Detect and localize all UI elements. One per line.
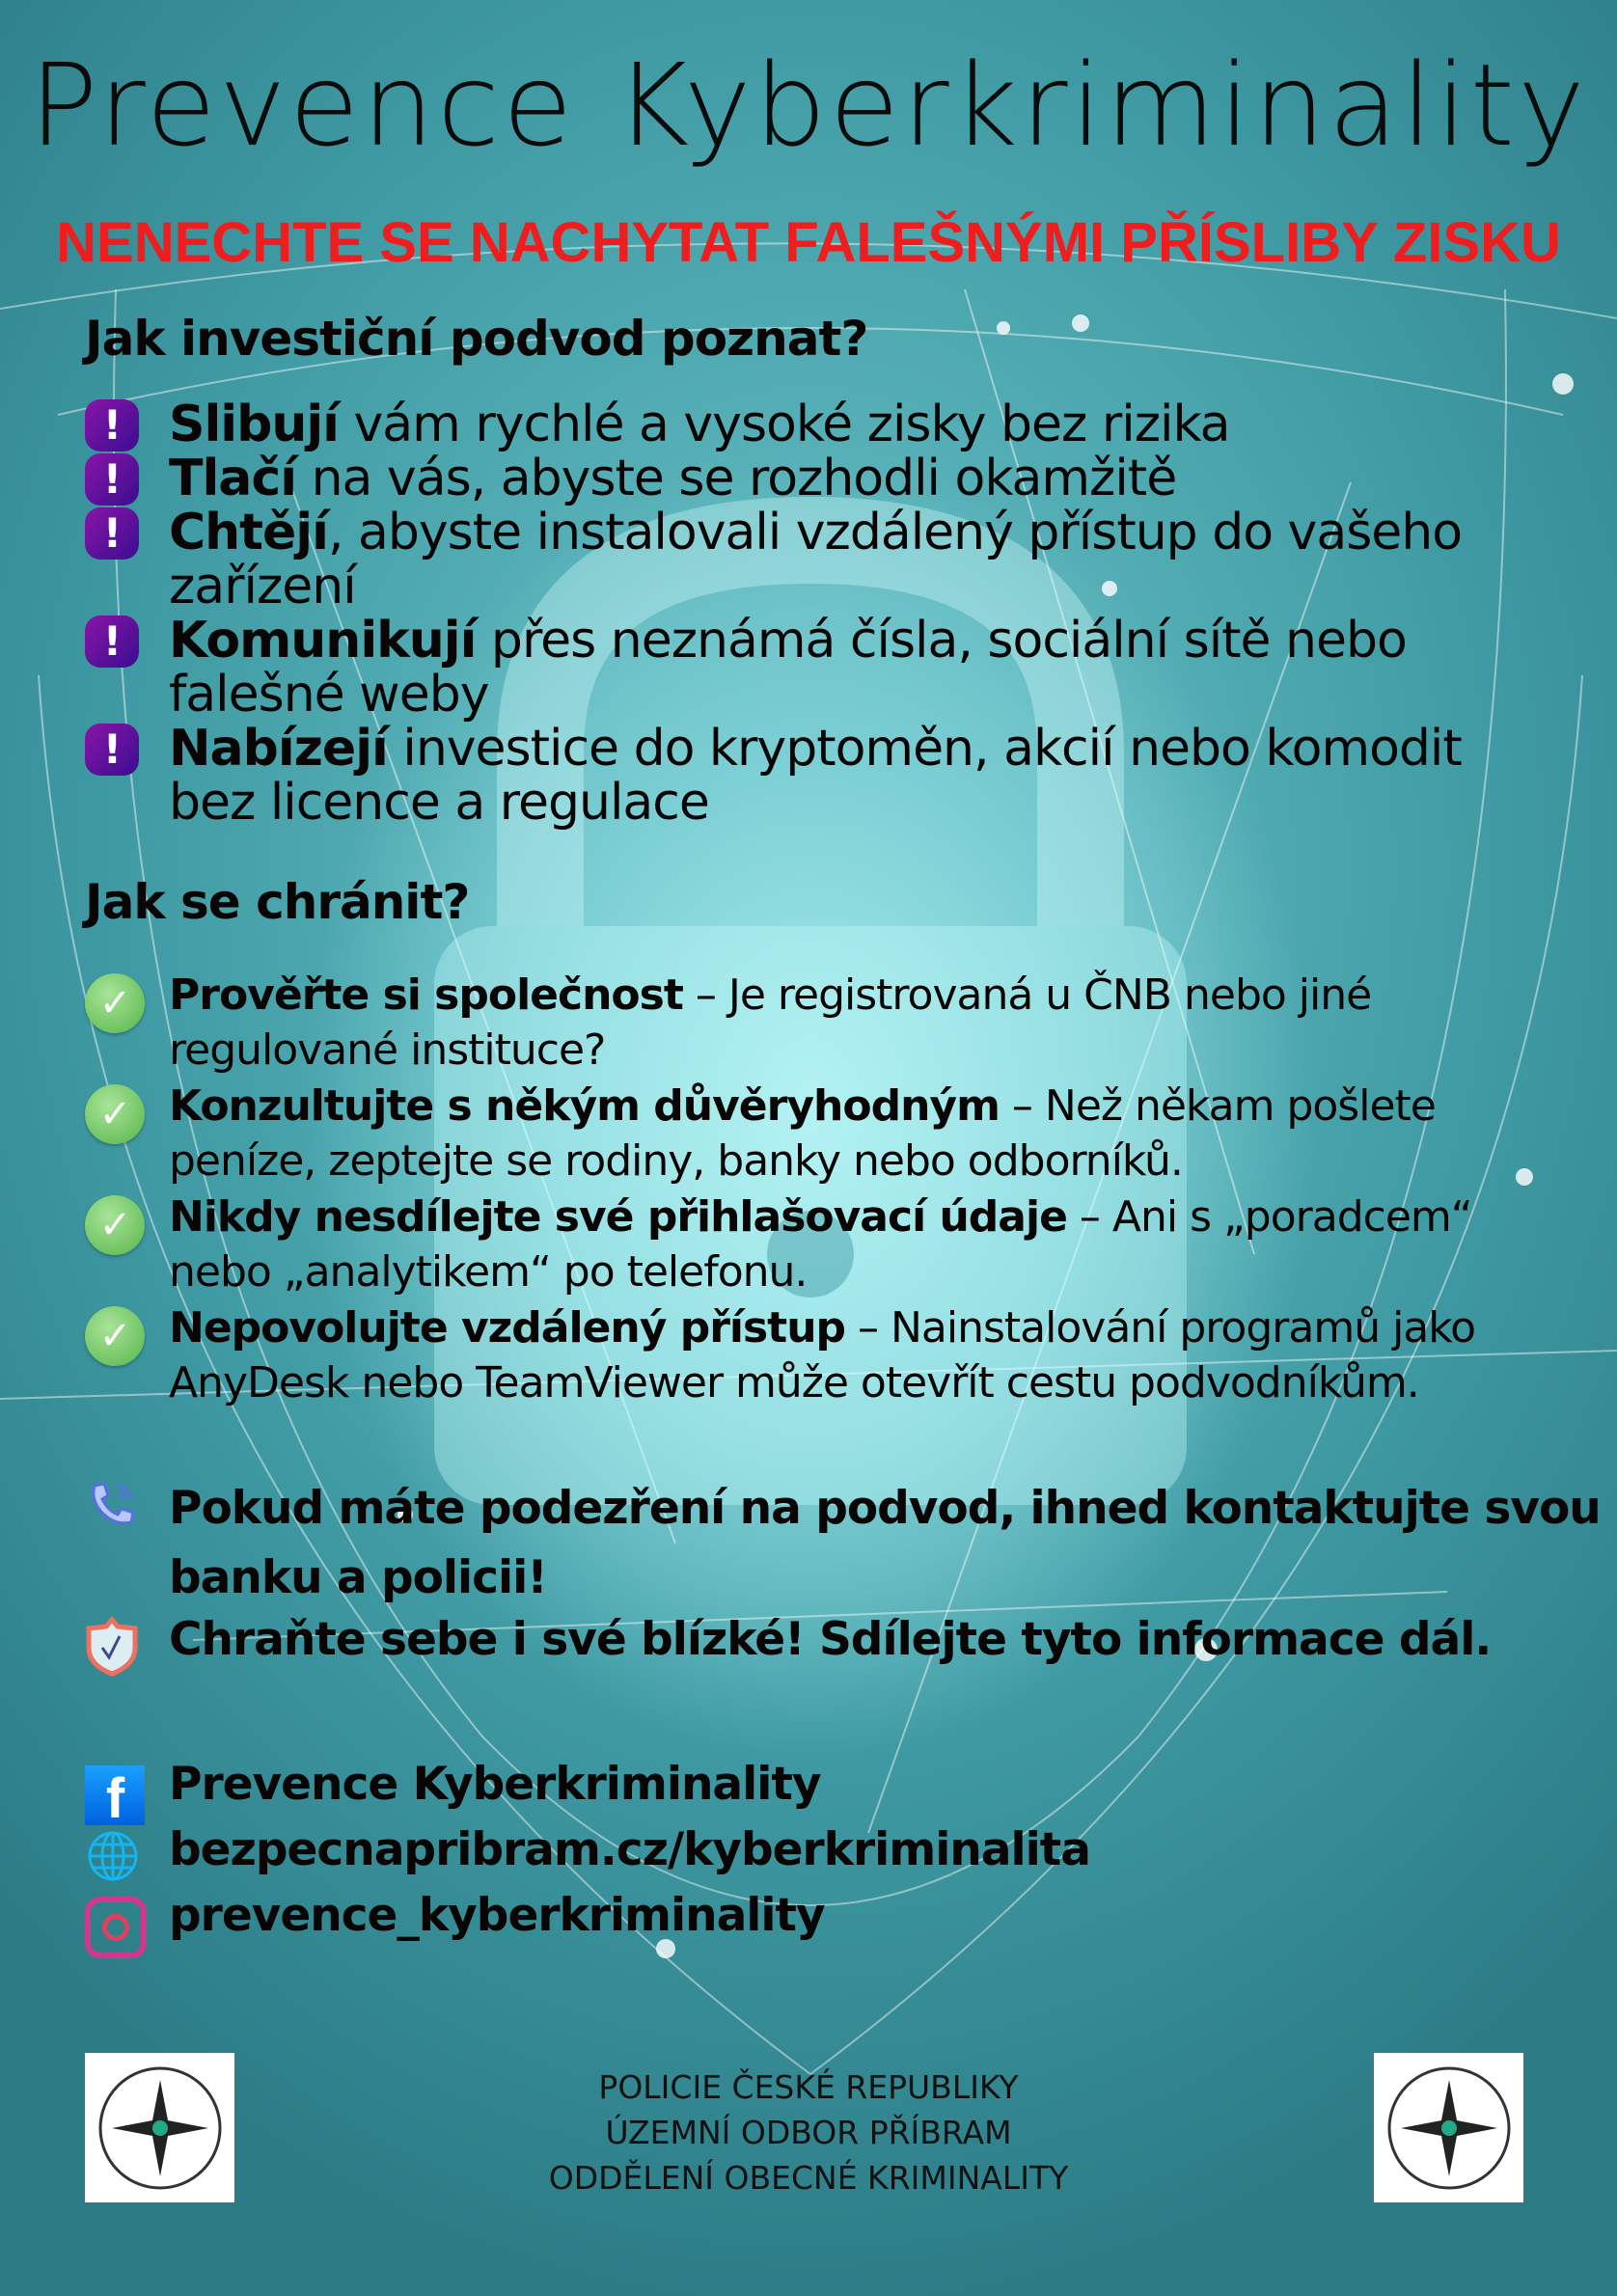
footer-organization <box>0 2064 1617 2200</box>
list-item <box>85 506 1551 614</box>
item-bold: Prověřte si společnost <box>169 970 683 1020</box>
item-text: – Než někam pošlete peníze, zeptejte se rodiny, banky nebo odborníků. <box>169 1081 1436 1186</box>
item-text: – Je registrovaná u ČNB nebo jiné regulované instituce? <box>169 970 1372 1075</box>
subtitle: NENECHTE SE NACHYTAT FALEŠNÝMI PŘÍSLIBY ZISKU <box>56 211 1561 274</box>
web-link[interactable] <box>85 1823 1090 1876</box>
item-text: – Ani s „poradcem“ nebo „analytikem“ po telefonu. <box>169 1192 1472 1297</box>
item-bold: Komunikují <box>169 612 477 670</box>
item-text: na vás, abyste se rozhodli okamžitě <box>296 450 1177 507</box>
exclamation-icon: ! <box>85 615 139 668</box>
protect-heading: Jak se chránit? <box>85 874 470 930</box>
list-item <box>85 1189 1551 1299</box>
item-bold: Nikdy nesdílejte své přihlašovací údaje <box>169 1192 1067 1242</box>
list-item <box>85 451 1551 506</box>
item-bold: Nabízejí <box>169 720 388 778</box>
share-text: Chraňte sebe i své blízké! Sdílejte tyto informace dál. <box>169 1613 1492 1666</box>
exclamation-icon: ! <box>85 724 139 776</box>
check-circle-icon: ✓ <box>85 973 145 1033</box>
footer-line: ODDĚLENÍ OBECNÉ KRIMINALITY <box>548 2159 1069 2197</box>
facebook-text: Prevence Kyberkriminality <box>169 1758 821 1811</box>
check-circle-icon: ✓ <box>85 1306 145 1366</box>
recognize-heading: Jak investiční podvod poznat? <box>85 311 868 367</box>
exclamation-icon: ! <box>85 453 139 506</box>
check-circle-icon: ✓ <box>85 1195 145 1255</box>
item-bold: Chtějí <box>169 504 328 561</box>
facebook-icon: f <box>85 1765 145 1825</box>
list-item <box>85 397 1551 451</box>
globe-icon <box>85 1827 145 1899</box>
instagram-icon <box>85 1897 147 1958</box>
contact-line-2: banku a policii! <box>169 1551 547 1604</box>
facebook-link[interactable] <box>85 1758 821 1830</box>
item-text: vám rychlé a vysoké zisky bez rizika <box>339 396 1230 453</box>
protect-list <box>85 968 1551 1410</box>
item-bold: Konzultujte s někým důvěryhodným <box>169 1081 1000 1131</box>
warning-list <box>85 397 1551 830</box>
contact-notice <box>85 1474 1601 1613</box>
item-bold: Slibují <box>169 396 339 453</box>
phone-icon <box>85 1478 139 1552</box>
list-item <box>85 968 1551 1078</box>
instagram-link[interactable] <box>85 1889 825 1942</box>
contact-line-1: Pokud máte podezření na podvod, ihned kontaktujte svou <box>169 1482 1601 1535</box>
exclamation-icon: ! <box>85 507 139 560</box>
list-item <box>85 1079 1551 1189</box>
item-text: přes neznámá čísla, sociální sítě nebo falešné weby <box>169 612 1407 724</box>
instagram-text: prevence_kyberkriminality <box>169 1889 825 1942</box>
item-text: investice do kryptoměn, akcií nebo komodit bez licence a regulace <box>169 720 1462 832</box>
check-circle-icon: ✓ <box>85 1084 145 1144</box>
list-item <box>85 1300 1551 1410</box>
web-text: bezpecnapribram.cz/kyberkriminalita <box>169 1823 1090 1876</box>
exclamation-icon: ! <box>85 399 139 451</box>
item-bold: Nepovolujte vzdálený přístup <box>169 1303 846 1353</box>
list-item <box>85 614 1551 722</box>
item-text: – Nainstalování programů jako AnyDesk nebo TeamViewer může otevřít cestu podvodníkům. <box>169 1303 1476 1408</box>
item-bold: Tlačí <box>169 450 297 507</box>
item-text: , abyste instalovali vzdálený přístup do vašeho zařízení <box>169 504 1463 615</box>
share-notice <box>85 1613 1491 1666</box>
footer-line: POLICIE ČESKÉ REPUBLIKY <box>598 2068 1019 2106</box>
poster-title: Prevence Kyberkriminality <box>29 39 1588 172</box>
list-item <box>85 722 1551 830</box>
shield-check-icon <box>85 1617 139 1688</box>
footer-line: ÚZEMNÍ ODBOR PŘÍBRAM <box>605 2114 1012 2151</box>
